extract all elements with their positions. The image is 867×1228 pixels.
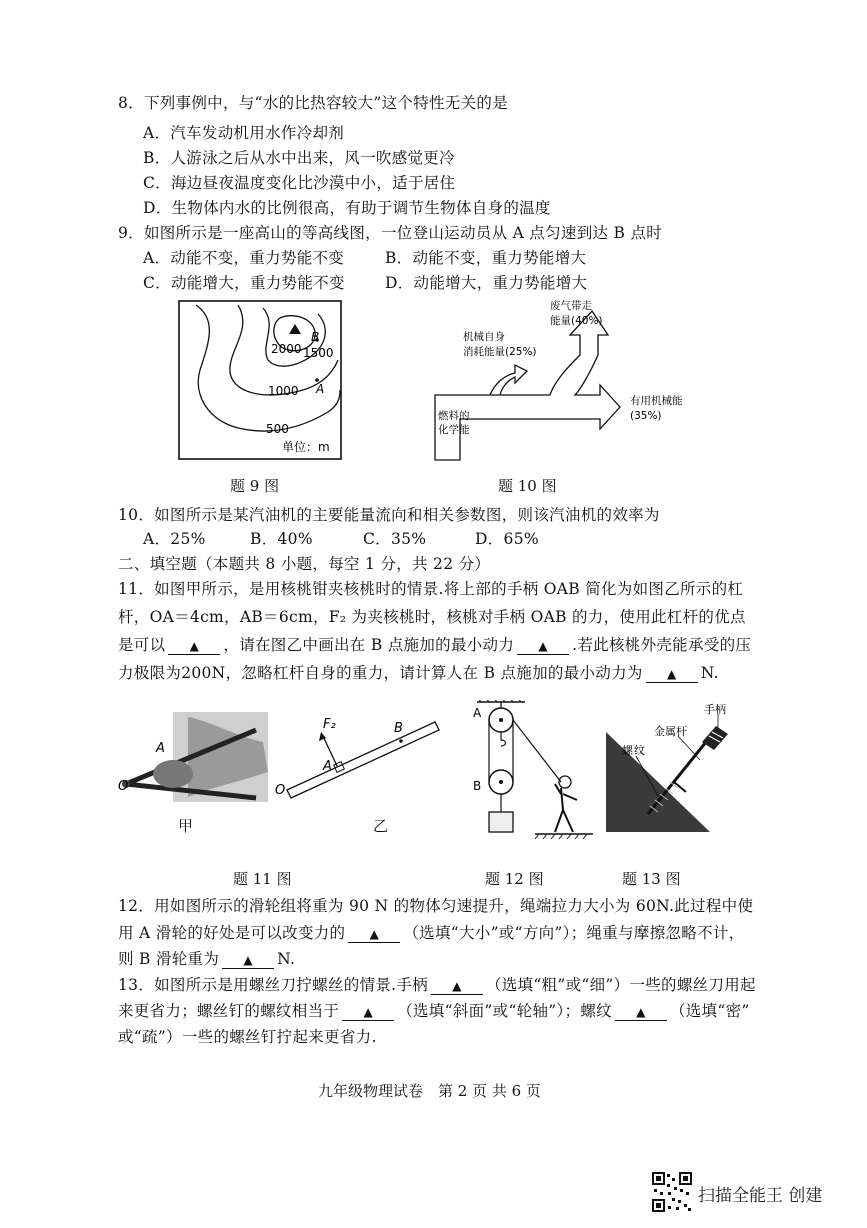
fig11-sub-yi: 乙 [373,817,389,835]
screwdriver-diagram [606,702,746,834]
fig12-caption: 题 12 图 [485,870,544,888]
q11-line-3: 是可以 ▲ ，请在图乙中画出在 B 点施加的最小动力 ▲ .若此核桃外壳能承受的压 [118,636,752,654]
label-b: B [473,779,482,793]
q8-stem: 8．下列事例中，与“水的比热容较大”这个特性无关的是 [118,94,509,112]
q11-line-1: 11．如图甲所示，是用核桃钳夹核桃时的情景.将上部的手柄 OAB 简化为如图乙所示的杠 [118,580,744,598]
q10-option-c: C．35% [363,530,427,548]
q12-line-1: 12．用如图所示的滑轮组将重为 90 N 的物体匀速提升，绳端拉力大小为 60N.此过程中使 [118,897,754,915]
q11-line-2: 杆，OA＝4cm，AB＝6cm，F₂ 为夹核桃时，核桃对手柄 OAB 的力，使用此杠杆的优点 [118,608,746,626]
q9-stem: 9．如图所示是一座高山的等高线图，一位登山运动员从 A 点匀速到达 B 点时 [118,224,663,242]
fig13-caption: 题 13 图 [622,870,681,888]
answer-blank: ▲ [615,1004,667,1021]
contour-label-2000: 2000 [271,342,302,356]
q8-option-c: C．海边昼夜温度变化比沙漠中小，适于居住 [143,174,456,192]
exhaust-label-1: 废气带走 [550,300,592,312]
q12-line-3: 则 B 滑轮重为 ▲ N. [118,950,296,968]
nutcracker-photo [118,712,268,812]
answer-blank: ▲ [222,952,274,969]
q9-option-b: B．动能不变，重力势能增大 [385,249,587,267]
label-thread-2: 纹 [634,744,645,757]
label-o: O [118,779,129,794]
q9-option-a: A．动能不变，重力势能不变 [143,249,345,267]
scanner-watermark: 扫描全能王 创建 [698,1186,823,1206]
answer-blank: ▲ [517,638,569,655]
q13-line-2: 来更省力；螺丝钉的螺纹相当于 ▲ （选填“斜面”或“轮轴”）；螺纹 ▲ （选填“密” [118,1002,750,1020]
load-box [489,812,513,832]
q12-line-2: 用 A 滑轮的好处是可以改变力的 ▲ （选填“大小”或“方向”）；绳重与摩擦忽略不计， [118,924,745,942]
label-b: B [394,721,403,736]
peak-triangle-icon [289,324,301,334]
answer-blank: ▲ [431,978,483,995]
q9-option-c: C．动能增大，重力势能不变 [143,274,345,292]
label-a: A [323,759,332,774]
fig10-caption: 题 10 图 [498,477,557,495]
q8-option-a: A．汽车发动机用水作冷却剂 [143,124,345,142]
point-a-label: A [316,382,325,396]
section-2-heading: 二、填空题（本题共 8 小题，每空 1 分，共 22 分） [118,555,491,573]
point-b-label: B [311,330,320,344]
label-handle: 手柄 [704,703,726,716]
useful-label-2: (35%) [630,410,662,422]
exhaust-label-2: 能量(40%) [550,315,603,327]
q11-line-4: 力极限为200N，忽略杠杆自身的重力，请计算人在 B 点施加的最小动力为 ▲ N. [118,664,719,682]
pulley-system-diagram [465,700,595,845]
page-footer: 九年级物理试卷 第 2 页 共 6 页 [318,1082,541,1100]
self-loss-label-2: 消耗能量(25%) [463,346,537,358]
q13-line-3: 或“疏”）一些的螺丝钉拧起来更省力. [118,1028,377,1046]
fig11-sub-jia: 甲 [178,817,194,835]
input-label-2: 化学能 [438,424,470,436]
contour-label-1500: 1500 [303,346,334,360]
contour-label-500: 500 [266,422,289,436]
qr-code-icon [652,1172,692,1212]
energy-flow-figure [430,295,700,461]
answer-blank: ▲ [342,1004,394,1021]
answer-blank: ▲ [168,638,220,655]
input-label-1: 燃料的 [438,410,470,422]
q8-option-b: B．人游泳之后从水中出来，风一吹感觉更冷 [143,149,455,167]
contour-map-figure [178,300,342,460]
lever-diagram [275,708,445,808]
label-thread-1: 螺 [622,744,633,757]
q8-option-d: D．生物体内水的比例很高，有助于调节生物体自身的温度 [143,199,551,217]
fig9-caption: 题 9 图 [230,477,280,495]
answer-blank: ▲ [646,666,698,683]
q10-option-d: D．65% [475,530,539,548]
q10-option-b: B．40% [250,530,313,548]
q10-stem: 10．如图所示是某汽油机的主要能量流向和相关参数图，则该汽油机的效率为 [118,506,660,524]
answer-blank: ▲ [348,926,400,943]
label-o: O [275,783,286,798]
label-a: A [156,741,165,756]
label-a: A [473,706,482,720]
label-rod: 金属杆 [654,725,687,738]
q13-line-1: 13．如图所示是用螺丝刀拧螺丝的情景.手柄 ▲ （选填“粗”或“细”）一些的螺丝刀用起 [118,976,756,994]
q10-option-a: A．25% [143,530,206,548]
contour-label-1000: 1000 [268,384,299,398]
label-f2: F₂ [323,717,336,732]
self-loss-label-1: 机械自身 [463,331,505,343]
unit-label: 单位：m [282,440,330,454]
useful-label-1: 有用机械能 [630,395,683,407]
fig11-caption: 题 11 图 [233,870,292,888]
q9-option-d: D．动能增大，重力势能增大 [385,274,588,292]
